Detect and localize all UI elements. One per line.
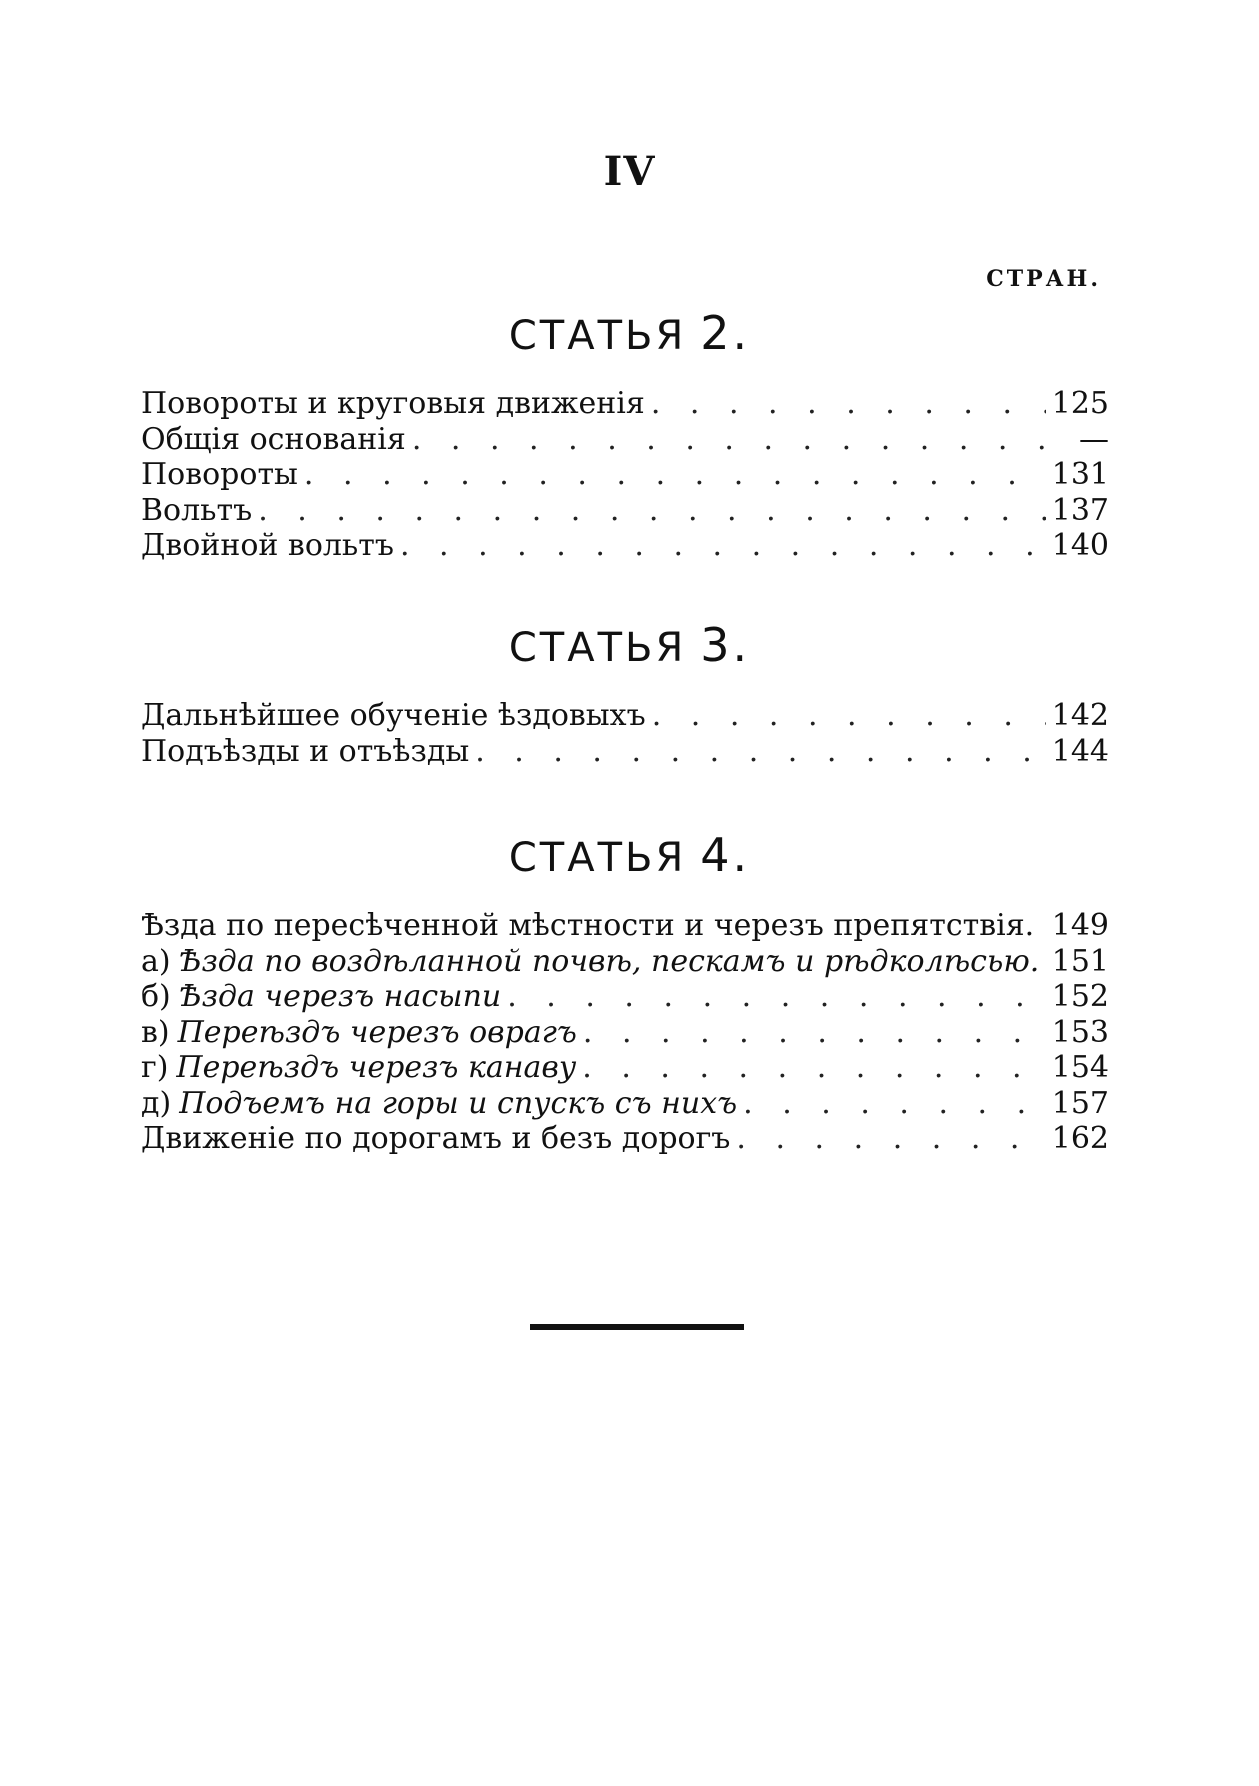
dot-leader xyxy=(743,1086,1046,1122)
dot-leader xyxy=(582,1050,1045,1086)
toc-entry-page: 162 xyxy=(1051,1121,1109,1156)
toc-entry[interactable] xyxy=(141,457,1109,493)
toc-entry-page: 151 xyxy=(1051,943,1109,979)
section-number: 2. xyxy=(700,306,751,360)
dot-leader xyxy=(652,698,1046,734)
toc-entry-title: Повороты xyxy=(141,457,298,492)
toc-entry-page: 144 xyxy=(1051,733,1109,769)
toc-entry-title: Подъѣзды и отъѣзды xyxy=(141,733,470,769)
toc-entry-title: Повороты и круговыя движенія xyxy=(141,386,645,421)
section-heading-4 xyxy=(0,828,1259,882)
toc-entry[interactable] xyxy=(141,1121,1109,1157)
toc-entry-page: — xyxy=(1079,421,1109,457)
toc-entry-title: Общія основанія xyxy=(141,421,406,457)
toc-section-4 xyxy=(141,908,1109,1157)
section-label: СТАТЬЯ xyxy=(508,313,687,359)
toc-entry-page: 137 xyxy=(1051,492,1109,528)
section-heading-2 xyxy=(0,306,1259,360)
toc-entry[interactable] xyxy=(141,1086,1109,1122)
toc-entry[interactable] xyxy=(141,979,1109,1015)
dot-leader xyxy=(400,528,1046,564)
dot-leader xyxy=(651,386,1046,422)
toc-entry-page: 153 xyxy=(1051,1014,1109,1050)
dot-leader xyxy=(583,1015,1046,1051)
toc-entry[interactable] xyxy=(141,422,1109,458)
toc-section-2 xyxy=(141,386,1109,564)
page-column-label: СТРАН. xyxy=(986,266,1101,292)
toc-entry[interactable] xyxy=(141,528,1109,564)
toc-entry-title: Ѣзда по воздѣланной почвѣ, пескамъ и рѣдколѣсью. xyxy=(178,943,1040,979)
page-number: IV xyxy=(603,148,656,195)
toc-entry-title: Подъемъ на горы и спускъ съ нихъ xyxy=(179,1085,738,1121)
toc-entry[interactable] xyxy=(141,493,1109,529)
toc-entry-title: Ѣзда по пересѣченной мѣстности и черезъ препятствія. xyxy=(141,908,1035,943)
toc-entry-marker: д) xyxy=(141,1085,172,1121)
section-number: 4. xyxy=(700,828,751,882)
toc-entry-title: Вольтъ xyxy=(141,492,253,528)
toc-entry-marker: а) xyxy=(141,943,171,979)
toc-entry[interactable] xyxy=(141,908,1109,944)
toc-entry-page: 140 xyxy=(1051,528,1109,563)
toc-entry-title: Дальнѣйшее обученіе ѣздовыхъ xyxy=(141,698,646,733)
section-number: 3. xyxy=(700,618,751,672)
dot-leader xyxy=(412,422,1051,458)
toc-entry-title: Переѣздъ черезъ оврагъ xyxy=(177,1014,577,1050)
toc-entry[interactable] xyxy=(141,944,1109,980)
toc-entry[interactable] xyxy=(141,386,1109,422)
dot-leader xyxy=(475,734,1046,770)
toc-entry-marker: г) xyxy=(141,1050,169,1085)
toc-entry-title: Движеніе по дорогамъ и безъ дорогъ xyxy=(141,1121,731,1156)
toc-entry-page: 125 xyxy=(1051,386,1109,421)
toc-entry[interactable] xyxy=(141,1015,1109,1051)
toc-entry-marker: в) xyxy=(141,1014,170,1050)
toc-entry[interactable] xyxy=(141,698,1109,734)
toc-entry[interactable] xyxy=(141,734,1109,770)
toc-entry-title: Переѣздъ черезъ канаву xyxy=(176,1050,577,1085)
toc-entry-marker: б) xyxy=(141,979,171,1014)
closing-rule xyxy=(530,1324,744,1330)
section-label: СТАТЬЯ xyxy=(508,625,687,671)
toc-entry-page: 152 xyxy=(1051,979,1109,1014)
toc-section-3 xyxy=(141,698,1109,769)
section-label: СТАТЬЯ xyxy=(508,835,687,881)
toc-entry-page: 149 xyxy=(1051,908,1109,943)
toc-entry-page: 154 xyxy=(1051,1050,1109,1085)
section-heading-3 xyxy=(0,618,1259,672)
toc-entry-title: Двойной вольтъ xyxy=(141,528,394,563)
toc-entry-page: 157 xyxy=(1051,1085,1109,1121)
dot-leader xyxy=(258,493,1046,529)
dot-leader xyxy=(507,979,1046,1015)
toc-entry-page: 131 xyxy=(1051,457,1109,492)
dot-leader xyxy=(304,457,1046,493)
toc-entry[interactable] xyxy=(141,1050,1109,1086)
toc-entry-page: 142 xyxy=(1051,698,1109,733)
dot-leader xyxy=(736,1121,1045,1157)
toc-entry-title: Ѣзда черезъ насыпи xyxy=(178,979,502,1014)
